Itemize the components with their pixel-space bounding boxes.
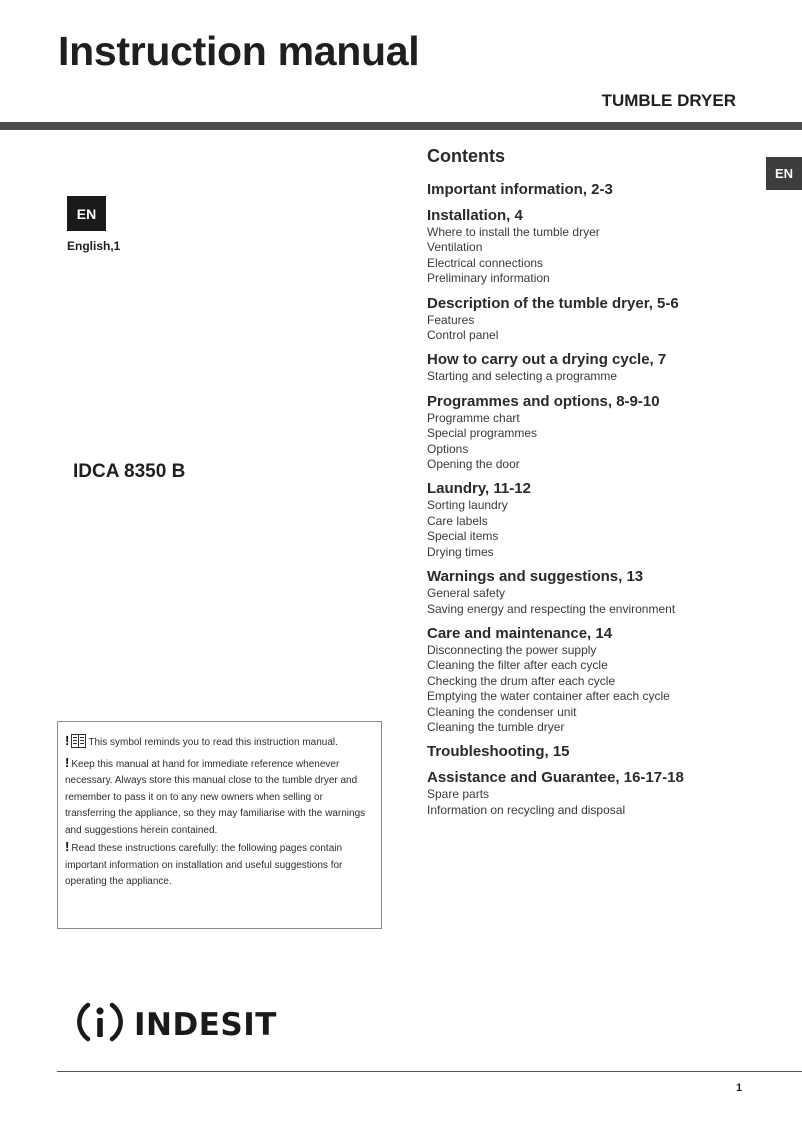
contents-section xyxy=(427,479,757,560)
language-side-tab: EN xyxy=(766,157,802,190)
open-book-icon xyxy=(71,734,86,755)
section-item: Cleaning the condenser unit xyxy=(427,704,577,719)
section-item: Options xyxy=(427,441,469,456)
exclamation-icon: ! xyxy=(65,839,70,854)
section-item: Special items xyxy=(427,529,499,544)
section-item: Emptying the water container after each cycle xyxy=(427,689,670,704)
section-item: Spare parts xyxy=(427,787,490,802)
section-item: Cleaning the tumble dryer xyxy=(427,719,565,734)
contents-section xyxy=(427,624,757,735)
notice-text-3: Read these instructions carefully: the following pages contain important information on installation and useful suggestions for operating the appliance. xyxy=(65,843,343,887)
section-item: Preliminary information xyxy=(427,271,550,286)
page-title: Instruction manual xyxy=(58,28,420,74)
section-item: Opening the door xyxy=(427,457,520,472)
section-item: Drying times xyxy=(427,544,494,559)
section-item: Saving energy and respecting the environment xyxy=(427,601,676,616)
section-item: Starting and selecting a programme xyxy=(427,369,618,384)
section-item: Sorting laundry xyxy=(427,498,508,513)
section-item: Where to install the tumble dryer xyxy=(427,225,600,239)
language-code-badge: EN xyxy=(67,196,106,231)
section-item: Care labels xyxy=(427,513,488,528)
notice-box xyxy=(57,721,382,929)
footer-divider xyxy=(57,1071,802,1072)
section-title: Warnings and suggestions, 13 xyxy=(427,568,644,586)
indesit-logo-icon xyxy=(75,997,125,1052)
contents-section xyxy=(427,742,757,761)
section-item: Information on recycling and disposal xyxy=(427,802,626,817)
exclamation-icon: ! xyxy=(65,754,70,770)
model-number: IDCA 8350 B xyxy=(73,461,186,482)
section-title: Programmes and options, 8-9-10 xyxy=(427,392,660,410)
contents-section xyxy=(427,294,757,344)
contents-sections xyxy=(427,180,757,818)
section-item: Control panel xyxy=(427,328,499,343)
contents-section xyxy=(427,768,757,818)
contents-title: Contents xyxy=(427,146,505,166)
contents-section xyxy=(427,392,757,473)
section-item: General safety xyxy=(427,586,506,601)
contents-section xyxy=(427,567,757,617)
section-item: Ventilation xyxy=(427,240,483,255)
notice-paragraph xyxy=(65,839,373,891)
section-title: Assistance and Guarantee, 16-17-18 xyxy=(427,769,684,787)
section-item: Cleaning the filter after each cycle xyxy=(427,658,608,673)
section-item: Programme chart xyxy=(427,410,520,425)
contents-section xyxy=(427,180,757,199)
language-label: English,1 xyxy=(67,239,121,253)
section-item: Electrical connections xyxy=(427,255,544,270)
section-title: Laundry, 11-12 xyxy=(427,480,531,498)
section-title: Installation, 4 xyxy=(427,207,523,224)
notice-paragraph xyxy=(65,755,373,840)
header-divider xyxy=(0,122,802,130)
section-title: Description of the tumble dryer, 5-6 xyxy=(427,294,679,312)
contents-section xyxy=(427,350,757,384)
product-type: TUMBLE DRYER xyxy=(601,91,736,110)
section-title: Care and maintenance, 14 xyxy=(427,624,613,642)
notice-text-2: Keep this manual at hand for immediate reference whenever necessary. Always store this manual close to the tumble dryer and remember to pass it on to any new owners when selling or transferring the appliance, so they may familiarise with the warnings and suggestions herein contained. xyxy=(65,758,366,836)
section-title: How to carry out a drying cycle, 7 xyxy=(427,351,667,369)
section-item: Disconnecting the power supply xyxy=(427,642,597,657)
section-item: Special programmes xyxy=(427,426,538,441)
table-of-contents xyxy=(427,146,757,825)
section-item: Features xyxy=(427,312,475,327)
exclamation-icon: ! xyxy=(65,733,70,748)
notice-paragraph xyxy=(65,733,373,755)
section-item: Checking the drum after each cycle xyxy=(427,673,616,688)
indesit-logo xyxy=(75,997,277,1052)
brand-name: INDESIT xyxy=(134,1006,277,1043)
notice-text-1: This symbol reminds you to read this instruction manual. xyxy=(88,737,338,748)
contents-section xyxy=(427,206,757,287)
section-title: Troubleshooting, 15 xyxy=(427,743,570,761)
section-title: Important information, 2-3 xyxy=(427,181,613,198)
page-number: 1 xyxy=(736,1082,743,1094)
